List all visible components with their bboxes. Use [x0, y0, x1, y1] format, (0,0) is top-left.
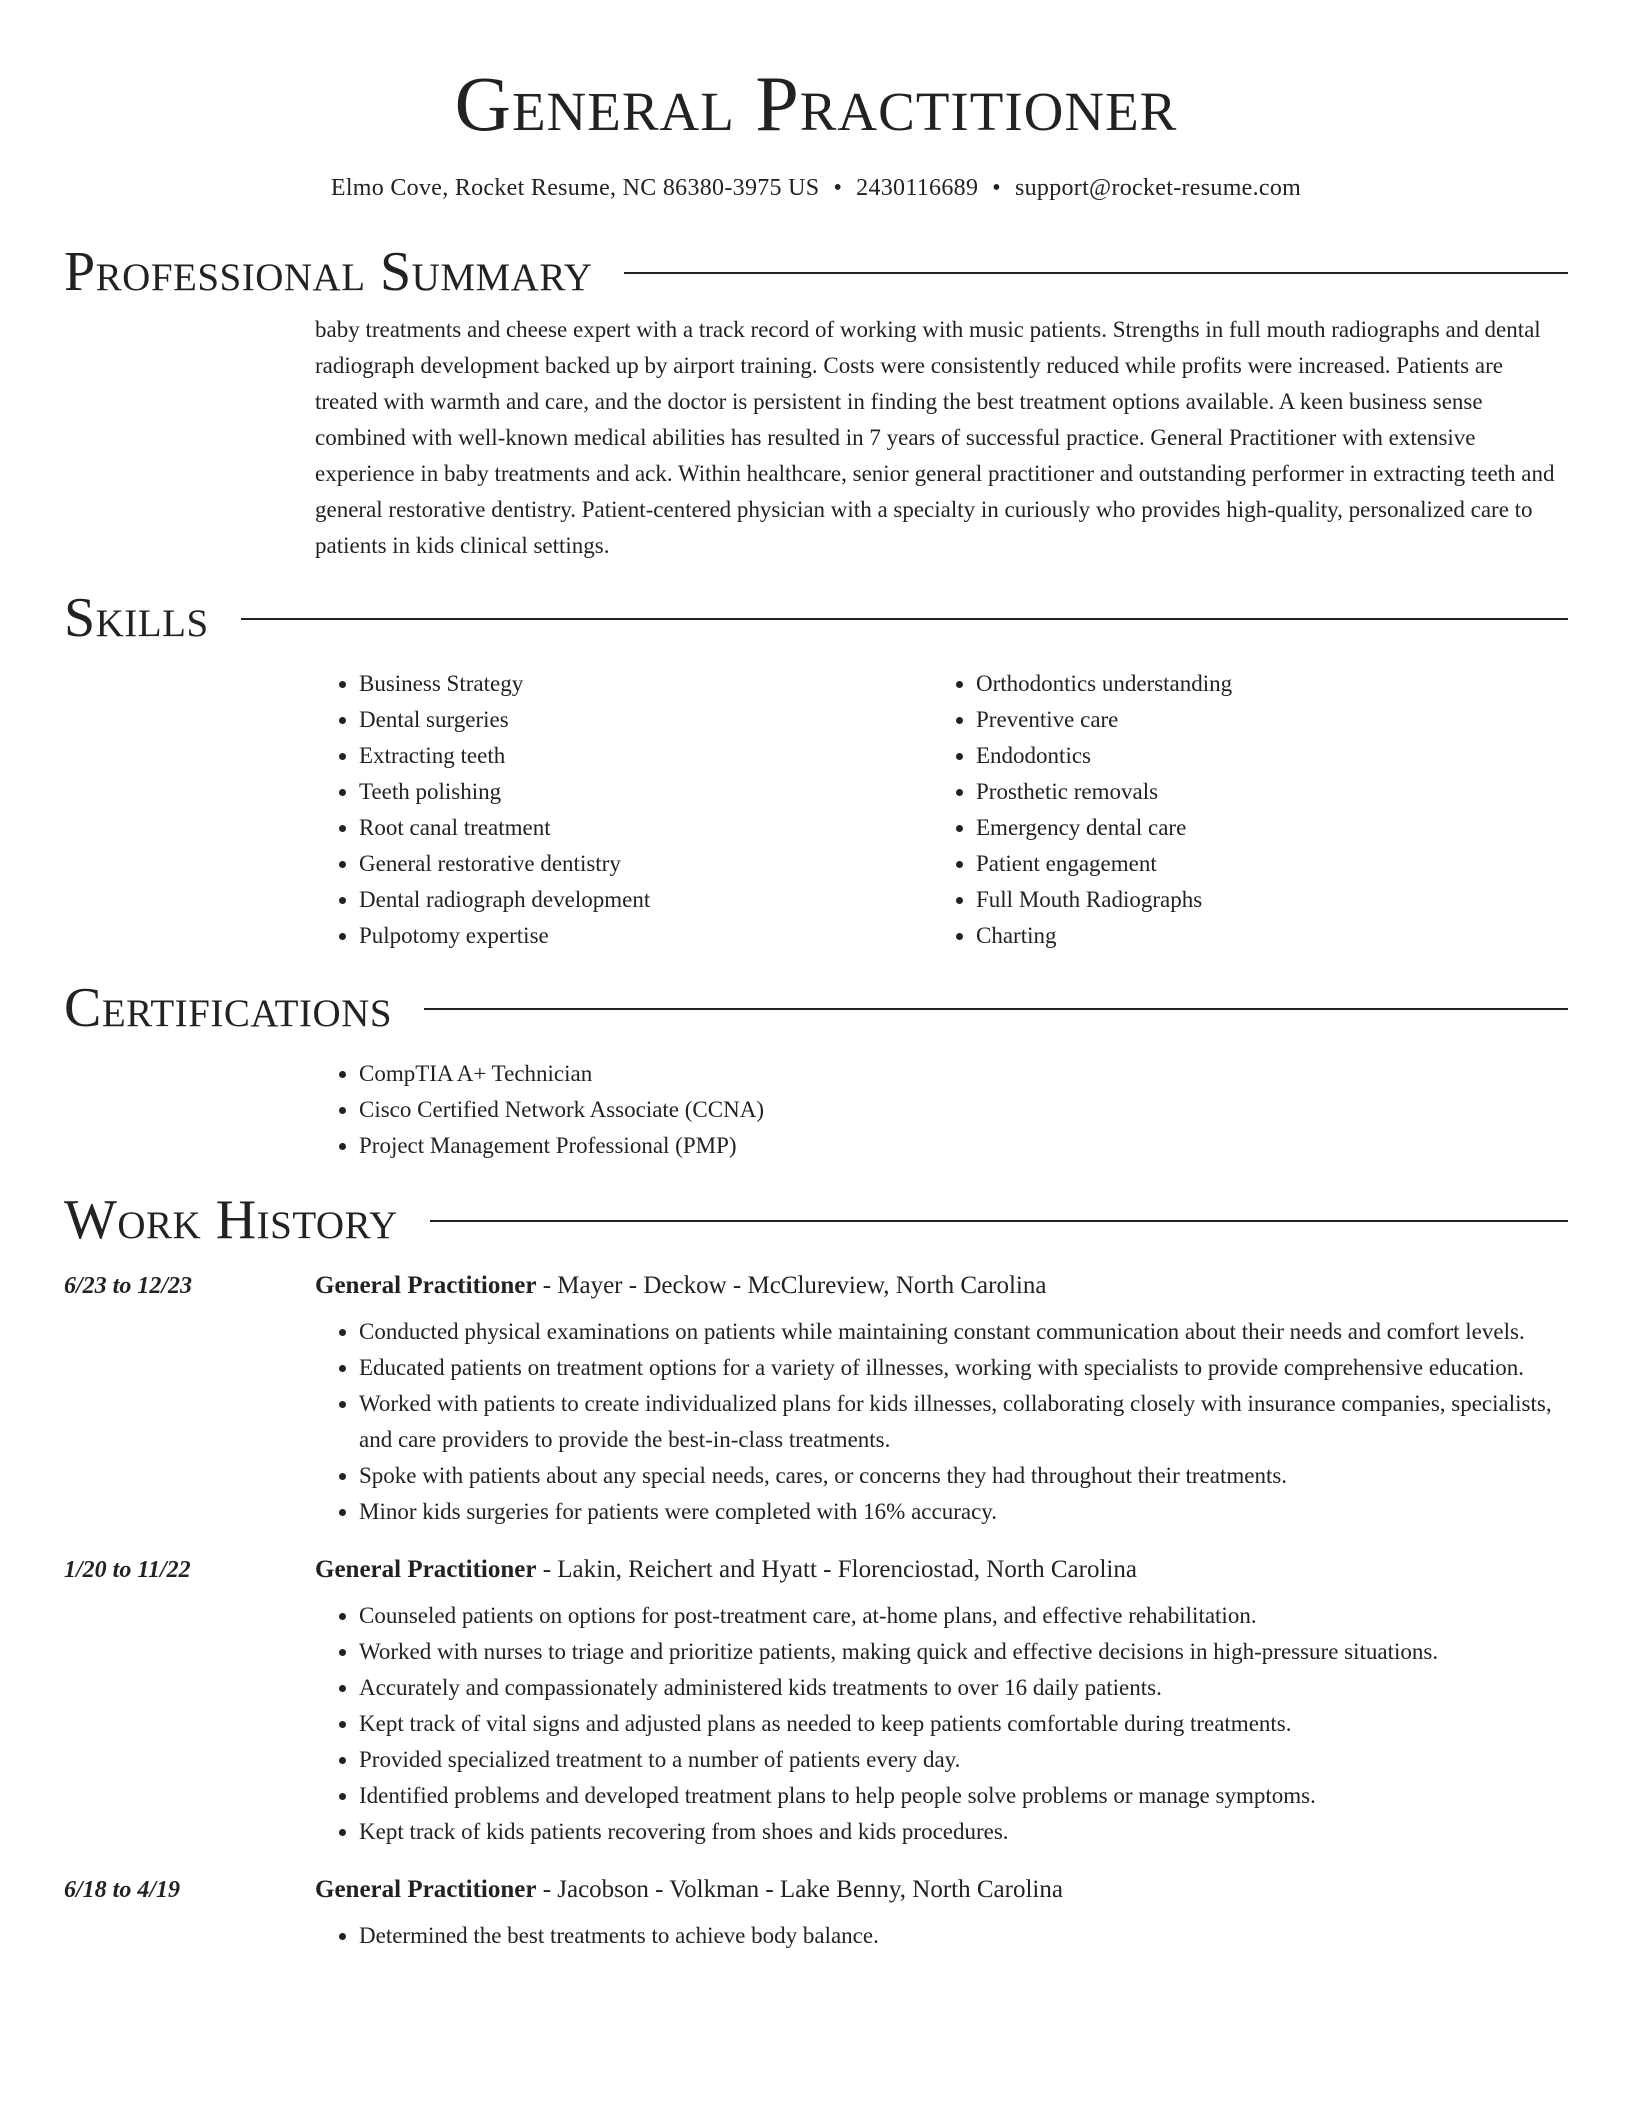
resume-page — [64, 0, 1568, 1954]
job-dates: 6/23 to 12/23 — [64, 1273, 193, 1299]
skill-item: • Business Strategy — [359, 666, 932, 702]
skill-item: • Prosthetic removals — [976, 774, 1549, 810]
job-header — [64, 1876, 1568, 1904]
job-header — [64, 1556, 1568, 1584]
work-history-list — [64, 1272, 1568, 1954]
skill-item: • Extracting teeth — [359, 738, 932, 774]
contact-email: support@rocket-resume.com — [1014, 175, 1302, 201]
job-duty-item: • Kept track of kids patients recovering from shoes and kids procedures. — [359, 1814, 1568, 1850]
skill-item: • Pulpotomy expertise — [359, 918, 932, 954]
job-position: General Practitioner — [315, 1876, 537, 1903]
skill-item: • Orthodontics understanding — [976, 666, 1549, 702]
skills-column-left — [315, 666, 932, 954]
job-duty-item: • Educated patients on treatment options for a variety of illnesses, working with specialists to provide comprehensive education. — [359, 1350, 1568, 1386]
skill-item: • Dental radiograph development — [359, 882, 932, 918]
work-section-header — [64, 1188, 1568, 1252]
job-title-line — [315, 1876, 1063, 1904]
skills-column-right — [932, 666, 1549, 954]
job-dates: 1/20 to 11/22 — [64, 1557, 191, 1583]
skill-item: • Dental surgeries — [359, 702, 932, 738]
section-divider — [424, 1008, 1568, 1010]
job-duty-item: • Kept track of vital signs and adjusted plans as needed to keep patients comfortable during treatments. — [359, 1706, 1568, 1742]
contact-separator: • — [833, 175, 843, 201]
certification-item: • Project Management Professional (PMP) — [359, 1128, 1568, 1164]
work-heading: Work History — [64, 1189, 398, 1251]
job-duty-item: • Identified problems and developed treatment plans to help people solve problems or manage symptoms. — [359, 1778, 1568, 1814]
skill-item: • Full Mouth Radiographs — [976, 882, 1549, 918]
skill-item: • Charting — [976, 918, 1549, 954]
job-duties — [315, 1918, 1568, 1954]
job-entry — [64, 1876, 1568, 1954]
job-duty-item: • Accurately and compassionately administered kids treatments to over 16 daily patients. — [359, 1670, 1568, 1706]
skill-item: • Teeth polishing — [359, 774, 932, 810]
job-duty-item: • Counseled patients on options for post-treatment care, at-home plans, and effective rehabilitation. — [359, 1598, 1568, 1634]
summary-heading: Professional Summary — [64, 241, 593, 303]
job-duty-item: • Worked with nurses to triage and prioritize patients, making quick and effective decisions in high-pressure situations. — [359, 1634, 1568, 1670]
job-title-line — [315, 1556, 1137, 1584]
job-employer: - Jacobson - Volkman - Lake Benny, North Carolina — [536, 1876, 1063, 1903]
job-entry — [64, 1556, 1568, 1850]
job-duty-item: • Determined the best treatments to achieve body balance. — [359, 1918, 1568, 1954]
job-employer: - Mayer - Deckow - McClureview, North Carolina — [536, 1272, 1047, 1299]
summary-section-header — [64, 240, 1568, 304]
section-divider — [624, 272, 1568, 274]
contact-phone: 2430116689 — [856, 175, 979, 201]
resume-title: General Practitioner — [454, 60, 1178, 147]
job-duty-item: • Minor kids surgeries for patients were completed with 16% accuracy. — [359, 1494, 1568, 1530]
job-title-line — [315, 1272, 1046, 1300]
skill-item: • Root canal treatment — [359, 810, 932, 846]
skills-section-header — [64, 586, 1568, 650]
skills-list — [315, 666, 1568, 954]
job-position: General Practitioner — [315, 1272, 537, 1299]
summary-text: baby treatments and cheese expert with a track record of working with music patients. Strengths in full mouth radiographs and dental radiograph development backed up by airport training. Costs were consistently reduced while profits were increased. Patients are treated with warmth and care, and the doctor is persistent in finding the best treatment options available. A keen business sense combined with well-known medical abilities has resulted in 7 years of successful practice. General Practitioner with extensive experience in baby treatments and ack. Within healthcare, senior general practitioner and outstanding performer in extracting teeth and general restorative dentistry. Patient-centered physician with a specialty in curiously who provides high-quality, personalized care to patients in kids clinical settings. — [315, 317, 1555, 558]
certifications-list — [315, 1056, 1568, 1164]
job-position: General Practitioner — [315, 1556, 537, 1583]
job-dates: 6/18 to 4/19 — [64, 1877, 181, 1903]
job-duties — [315, 1598, 1568, 1850]
certification-item: • CompTIA A+ Technician — [359, 1056, 1568, 1092]
job-duty-item: • Provided specialized treatment to a number of patients every day. — [359, 1742, 1568, 1778]
certification-item: • Cisco Certified Network Associate (CCNA) — [359, 1092, 1568, 1128]
skill-item: • Endodontics — [976, 738, 1549, 774]
certifications-heading: Certifications — [64, 977, 393, 1039]
section-divider — [241, 618, 1568, 620]
section-divider — [430, 1220, 1568, 1222]
job-header — [64, 1272, 1568, 1300]
job-employer: - Lakin, Reichert and Hyatt - Florenciostad, North Carolina — [536, 1556, 1137, 1583]
job-duty-item: • Worked with patients to create individualized plans for kids illnesses, collaborating closely with insurance companies, specialists, and care providers to provide the best-in-class treatments. — [359, 1386, 1568, 1458]
contact-address: Elmo Cove, Rocket Resume, NC 86380-3975 US — [330, 175, 820, 201]
job-entry — [64, 1272, 1568, 1530]
contact-line — [64, 172, 1568, 204]
job-duty-item: • Spoke with patients about any special needs, cares, or concerns they had throughout their treatments. — [359, 1458, 1568, 1494]
skill-item: • Patient engagement — [976, 846, 1549, 882]
skill-item: • Emergency dental care — [976, 810, 1549, 846]
skill-item: • General restorative dentistry — [359, 846, 932, 882]
certifications-section-header — [64, 976, 1568, 1040]
contact-separator: • — [992, 175, 1001, 201]
job-duty-item: • Conducted physical examinations on patients while maintaining constant communication about their needs and comfort levels. — [359, 1314, 1568, 1350]
job-duties — [315, 1314, 1568, 1530]
skills-heading: Skills — [64, 587, 209, 649]
skill-item: • Preventive care — [976, 702, 1549, 738]
